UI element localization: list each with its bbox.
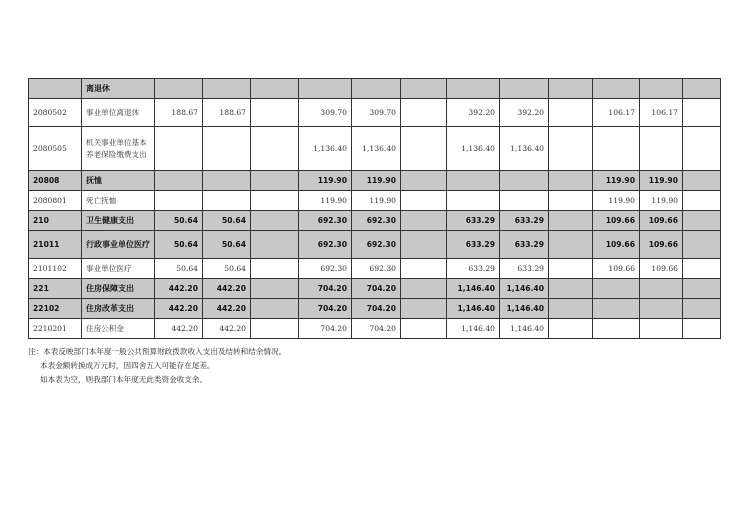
amount-cell: 442.20 — [155, 319, 203, 339]
amount-cell — [683, 299, 721, 319]
amount-cell: 392.20 — [500, 99, 549, 127]
amount-cell: 188.67 — [203, 99, 251, 127]
amount-cell — [401, 231, 447, 259]
amount-cell: 106.17 — [640, 99, 683, 127]
amount-cell — [401, 171, 447, 191]
table-row — [29, 191, 721, 211]
amount-cell — [251, 191, 299, 211]
amount-cell — [352, 79, 401, 99]
table-row — [29, 231, 721, 259]
amount-cell — [251, 279, 299, 299]
amount-cell — [549, 79, 593, 99]
subject-name-cell: 机关事业单位基本养老保险缴费支出 — [82, 127, 155, 171]
amount-cell: 392.20 — [447, 99, 500, 127]
amount-cell: 633.29 — [500, 211, 549, 231]
amount-cell — [683, 191, 721, 211]
subject-name-cell: 事业单位医疗 — [82, 259, 155, 279]
amount-cell — [401, 299, 447, 319]
table-row — [29, 127, 721, 171]
subject-code-cell: 2080502 — [29, 99, 82, 127]
amount-cell: 50.64 — [203, 259, 251, 279]
amount-cell — [401, 99, 447, 127]
amount-cell — [155, 171, 203, 191]
table-notes — [28, 345, 720, 387]
subject-code-cell: 20808 — [29, 171, 82, 191]
amount-cell — [549, 191, 593, 211]
amount-cell: 704.20 — [352, 279, 401, 299]
amount-cell — [593, 299, 640, 319]
subject-name-cell: 住房公积金 — [82, 319, 155, 339]
amount-cell: 633.29 — [447, 231, 500, 259]
table-row — [29, 279, 721, 299]
amount-cell — [640, 127, 683, 171]
amount-cell: 633.29 — [500, 231, 549, 259]
amount-cell — [549, 279, 593, 299]
amount-cell: 1,136.40 — [500, 127, 549, 171]
amount-cell — [299, 79, 352, 99]
amount-cell — [549, 171, 593, 191]
amount-cell — [683, 127, 721, 171]
amount-cell: 106.17 — [593, 99, 640, 127]
amount-cell: 109.66 — [593, 231, 640, 259]
amount-cell — [401, 79, 447, 99]
table-row — [29, 211, 721, 231]
subject-name-cell: 抚恤 — [82, 171, 155, 191]
amount-cell — [251, 259, 299, 279]
amount-cell — [401, 191, 447, 211]
amount-cell: 50.64 — [155, 231, 203, 259]
amount-cell — [683, 79, 721, 99]
amount-cell: 109.66 — [640, 211, 683, 231]
subject-code-cell: 21011 — [29, 231, 82, 259]
amount-cell: 1,136.40 — [447, 127, 500, 171]
amount-cell — [593, 319, 640, 339]
amount-cell — [683, 259, 721, 279]
amount-cell: 692.30 — [352, 259, 401, 279]
amount-cell — [203, 127, 251, 171]
subject-code-cell: 221 — [29, 279, 82, 299]
amount-cell — [549, 211, 593, 231]
amount-cell: 442.20 — [155, 279, 203, 299]
budget-table — [28, 78, 721, 339]
amount-cell — [640, 319, 683, 339]
amount-cell — [447, 171, 500, 191]
amount-cell: 633.29 — [500, 259, 549, 279]
amount-cell: 119.90 — [640, 191, 683, 211]
amount-cell — [401, 211, 447, 231]
amount-cell: 1,136.40 — [299, 127, 352, 171]
amount-cell — [155, 79, 203, 99]
amount-cell — [549, 319, 593, 339]
amount-cell — [593, 279, 640, 299]
amount-cell: 704.20 — [352, 319, 401, 339]
amount-cell: 442.20 — [203, 299, 251, 319]
amount-cell: 704.20 — [299, 319, 352, 339]
subject-code-cell: 2210201 — [29, 319, 82, 339]
subject-code-cell: 210 — [29, 211, 82, 231]
subject-name-cell: 住房保障支出 — [82, 279, 155, 299]
subject-name-cell: 行政事业单位医疗 — [82, 231, 155, 259]
table-row — [29, 299, 721, 319]
amount-cell: 1,136.40 — [352, 127, 401, 171]
amount-cell: 188.67 — [155, 99, 203, 127]
amount-cell: 442.20 — [155, 299, 203, 319]
amount-cell: 309.70 — [299, 99, 352, 127]
amount-cell: 692.30 — [299, 231, 352, 259]
amount-cell — [500, 191, 549, 211]
amount-cell — [155, 127, 203, 171]
amount-cell — [683, 231, 721, 259]
subject-name-cell: 离退休 — [82, 79, 155, 99]
amount-cell: 109.66 — [593, 259, 640, 279]
amount-cell: 119.90 — [299, 171, 352, 191]
amount-cell: 50.64 — [203, 211, 251, 231]
amount-cell: 119.90 — [593, 171, 640, 191]
amount-cell — [447, 79, 500, 99]
amount-cell: 704.20 — [352, 299, 401, 319]
subject-code-cell: 2101102 — [29, 259, 82, 279]
amount-cell — [549, 99, 593, 127]
note-line: 本表金额转换成万元时，因四舍五入可能存在尾差。 — [40, 361, 215, 370]
amount-cell: 309.70 — [352, 99, 401, 127]
subject-code-cell: 2080505 — [29, 127, 82, 171]
amount-cell — [251, 99, 299, 127]
note-line: 如本表为空，则我部门本年度无此类资金收支余。 — [40, 375, 208, 384]
amount-cell: 1,146.40 — [447, 319, 500, 339]
amount-cell — [251, 299, 299, 319]
amount-cell: 442.20 — [203, 319, 251, 339]
amount-cell: 119.90 — [593, 191, 640, 211]
amount-cell — [683, 171, 721, 191]
amount-cell: 1,146.40 — [447, 299, 500, 319]
amount-cell — [401, 279, 447, 299]
amount-cell — [500, 171, 549, 191]
amount-cell: 109.66 — [640, 231, 683, 259]
amount-cell: 442.20 — [203, 279, 251, 299]
amount-cell: 692.30 — [299, 259, 352, 279]
amount-cell — [155, 191, 203, 211]
amount-cell — [593, 79, 640, 99]
amount-cell — [251, 127, 299, 171]
table-row — [29, 171, 721, 191]
amount-cell: 692.30 — [299, 211, 352, 231]
amount-cell — [640, 279, 683, 299]
amount-cell: 704.20 — [299, 279, 352, 299]
amount-cell — [203, 79, 251, 99]
amount-cell — [251, 211, 299, 231]
amount-cell — [447, 191, 500, 211]
amount-cell: 692.30 — [352, 231, 401, 259]
table-row — [29, 319, 721, 339]
amount-cell — [251, 79, 299, 99]
amount-cell: 1,146.40 — [447, 279, 500, 299]
amount-cell: 692.30 — [352, 211, 401, 231]
amount-cell: 1,146.40 — [500, 299, 549, 319]
subject-name-cell: 卫生健康支出 — [82, 211, 155, 231]
amount-cell — [251, 231, 299, 259]
amount-cell — [549, 259, 593, 279]
amount-cell — [549, 231, 593, 259]
table-body — [29, 79, 721, 339]
amount-cell — [640, 79, 683, 99]
amount-cell — [251, 319, 299, 339]
amount-cell: 119.90 — [299, 191, 352, 211]
amount-cell — [401, 127, 447, 171]
amount-cell — [401, 319, 447, 339]
amount-cell — [203, 191, 251, 211]
amount-cell — [251, 171, 299, 191]
amount-cell: 119.90 — [352, 191, 401, 211]
amount-cell — [683, 319, 721, 339]
amount-cell — [549, 127, 593, 171]
amount-cell: 109.66 — [640, 259, 683, 279]
amount-cell: 50.64 — [155, 259, 203, 279]
amount-cell — [593, 127, 640, 171]
amount-cell: 633.29 — [447, 211, 500, 231]
budget-sheet — [28, 78, 720, 387]
subject-name-cell: 死亡抚恤 — [82, 191, 155, 211]
amount-cell: 633.29 — [447, 259, 500, 279]
amount-cell — [683, 99, 721, 127]
amount-cell — [683, 211, 721, 231]
amount-cell: 119.90 — [352, 171, 401, 191]
subject-code-cell: 2080801 — [29, 191, 82, 211]
subject-name-cell: 事业单位离退休 — [82, 99, 155, 127]
amount-cell: 119.90 — [640, 171, 683, 191]
table-row — [29, 99, 721, 127]
amount-cell: 1,146.40 — [500, 279, 549, 299]
amount-cell: 50.64 — [155, 211, 203, 231]
subject-code-cell — [29, 79, 82, 99]
amount-cell — [401, 259, 447, 279]
amount-cell — [549, 299, 593, 319]
subject-code-cell: 22102 — [29, 299, 82, 319]
amount-cell — [500, 79, 549, 99]
subject-name-cell: 住房改革支出 — [82, 299, 155, 319]
amount-cell — [640, 299, 683, 319]
amount-cell — [203, 171, 251, 191]
amount-cell: 1,146.40 — [500, 319, 549, 339]
amount-cell: 50.64 — [203, 231, 251, 259]
amount-cell: 704.20 — [299, 299, 352, 319]
note-line: 注：本表反映部门本年度一般公共预算财政拨款收入支出及结转和结余情况。 — [28, 347, 287, 356]
amount-cell: 109.66 — [593, 211, 640, 231]
table-row — [29, 79, 721, 99]
table-row — [29, 259, 721, 279]
amount-cell — [683, 279, 721, 299]
